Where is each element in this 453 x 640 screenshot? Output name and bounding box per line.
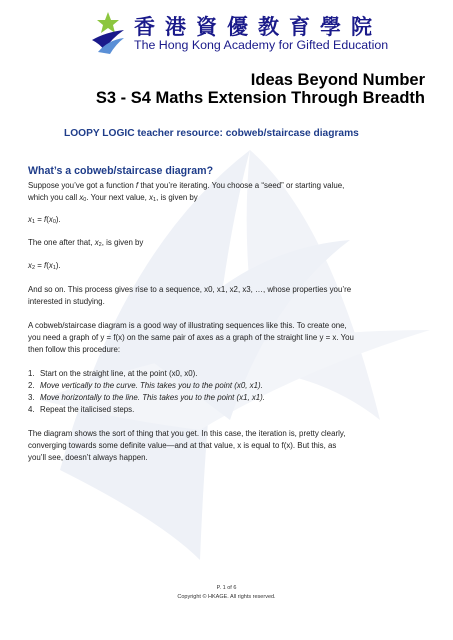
copyright-notice: Copyright © HKAGE. All rights reserved. [177, 594, 276, 600]
page-number: P. 1 of 6 [216, 585, 237, 591]
paragraph-1-line2: which you call $x_0$. Your next value, $x_1$, is given by [28, 193, 198, 203]
list-item: 3. Move horizontally to the line. This takes you to the point (x1, x1). [28, 393, 265, 402]
paragraph-4-line2: you need a graph of y = f(x) on the same pair of axes as a graph of the straight line y = x. You [28, 333, 354, 342]
paragraph-3-line2: interested in studying. [28, 297, 105, 306]
logo-english-name: The Hong Kong Academy for Gifted Education [134, 38, 389, 52]
list-item: 2. Move vertically to the curve. This takes you to the point (x0, x1). [28, 381, 263, 390]
paragraph-1-line1: Suppose you’ve got a function f that you’re iterating. You choose a “seed” or starting value, [28, 181, 345, 190]
page-title-line1: Ideas Beyond Number [250, 71, 425, 89]
list-item: 4. Repeat the italicised steps. [28, 405, 135, 414]
list-item: 1. Start on the straight line, at the point (x0, x0). [28, 369, 198, 378]
section-heading: What’s a cobweb/staircase diagram? [28, 165, 214, 177]
paragraph-4-line1: A cobweb/staircase diagram is a good way of illustrating sequences like this. To create one, [28, 321, 347, 330]
academy-logo [88, 10, 388, 54]
resource-subtitle: LOOPY LOGIC teacher resource: cobweb/staircase diagrams [64, 128, 359, 139]
paragraph-2: The one after that, $x_2$, is given by [28, 238, 144, 248]
equation-2: $x_2 = f(x_1)$. [28, 261, 61, 271]
page-title-line2: S3 - S4 Maths Extension Through Breadth [95, 89, 425, 107]
paragraph-5-line3: you’ll see, doesn’t always happen. [28, 453, 148, 462]
academy-emblem-icon [88, 10, 128, 54]
logo-chinese-name: 香港資優教育學院 [134, 14, 382, 39]
paragraph-5-line2: converging towards some definite value—and at that value, x is equal to f(x). But this, as [28, 441, 337, 450]
equation-1: $x_1 = f(x_0)$. [28, 215, 61, 225]
paragraph-4-line3: then follow this procedure: [28, 345, 121, 354]
paragraph-5-line1: The diagram shows the sort of thing that you get. In this case, the iteration is, pretty clearly, [28, 429, 346, 438]
paragraph-3-line1: And so on. This process gives rise to a sequence, x0, x1, x2, x3, …, whose properties you’re [28, 285, 352, 294]
